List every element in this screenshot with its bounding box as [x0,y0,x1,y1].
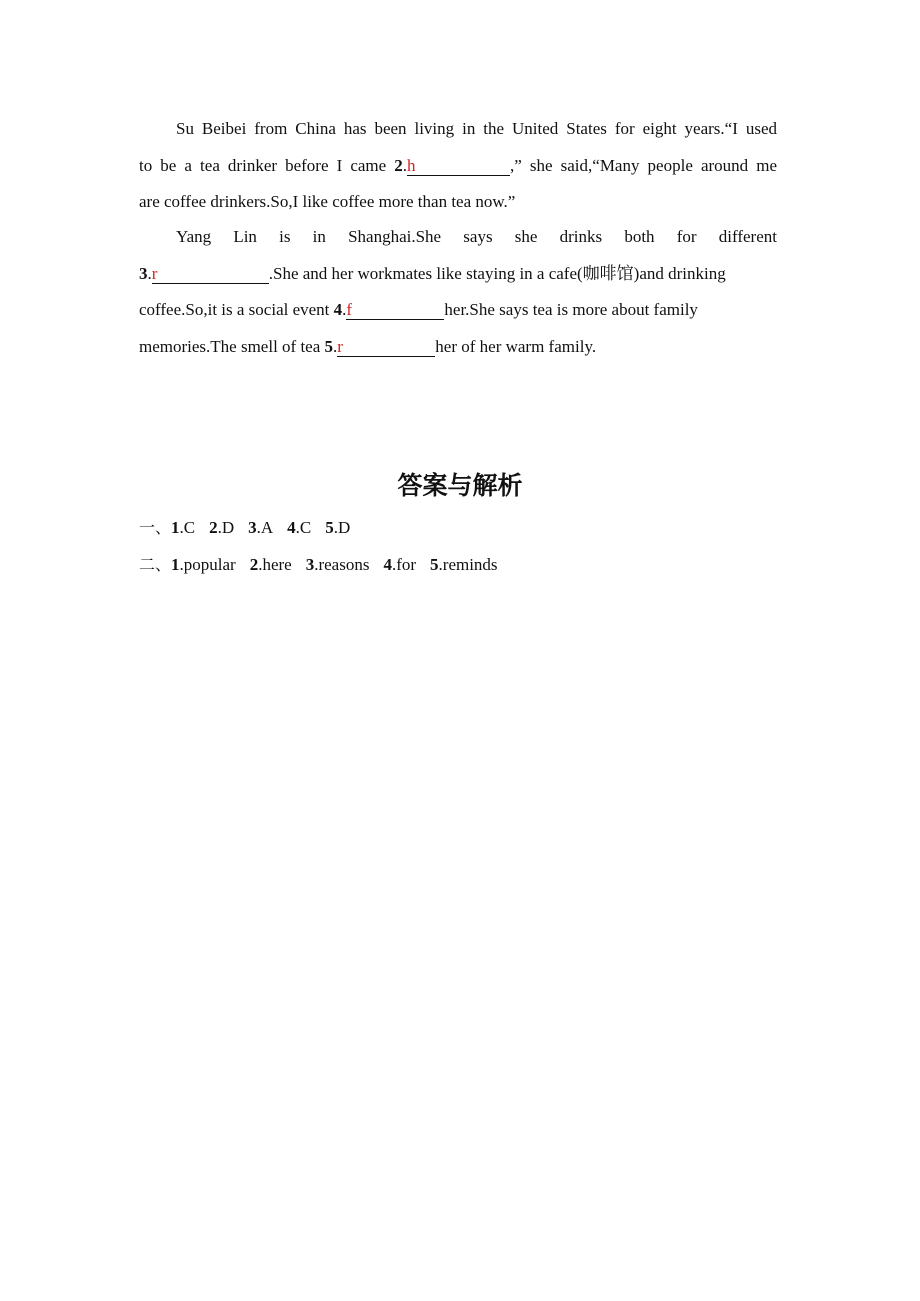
answer-item [430,555,498,574]
answer-value: .reasons [314,555,370,574]
section-label: 一、 [139,518,172,537]
answer-number: 4 [383,555,392,574]
blank-dot: . [147,263,152,283]
paragraph-2-line-4 [139,329,777,366]
answer-number: 1 [171,518,180,537]
fill-blank-4[interactable] [346,301,444,320]
answer-value: .D [217,518,235,537]
answer-value: .C [179,518,196,537]
answer-number: 4 [287,518,296,537]
answer-value: .A [256,518,274,537]
answer-section-title: 答案与解析 [397,471,523,500]
blank-number-2: 2 [394,155,403,175]
answer-number: 2 [249,555,259,574]
text-fragment: her of her warm family. [435,336,597,356]
answer-number: 5 [430,555,439,574]
text-fragment: to be a tea drinker before I came [139,155,395,175]
text-fragment: memories.The smell of tea [139,336,325,356]
paragraph-2-line-1: Yang Lin is in Shanghai.She says she drinks both for different [176,227,777,246]
answer-number: 1 [171,555,180,574]
answer-item [250,555,292,574]
section-label: 二、 [139,555,172,574]
passage-paragraph-2 [139,219,777,365]
answer-value: .for [391,555,417,574]
text-fragment: her.She says tea is more about family [444,300,698,319]
answer-number: 5 [325,518,334,537]
blank-number-5: 5 [324,336,334,356]
blank-dot: . [342,300,347,319]
answer-row-section-2 [139,552,512,575]
answer-item [171,518,195,537]
answer-value: .here [258,555,292,574]
text-fragment: coffee.So,it is a social event [139,300,334,319]
paragraph-1-line-1: Su Beibei from China has been living in the United States for eight years.“I used [176,119,777,138]
fill-blank-3[interactable] [152,265,269,284]
blank-hint-letter: f [346,300,353,319]
blank-dot: . [402,155,408,175]
blank-number-3: 3 [139,263,148,283]
answer-item [248,518,273,537]
answer-item [209,518,234,537]
answer-row-section-1 [139,515,364,538]
blank-hint-letter: r [151,263,158,283]
blank-hint-letter: h [407,155,416,175]
answer-value: .popular [179,555,236,574]
fill-blank-2[interactable] [407,157,510,176]
answer-number: 3 [248,518,257,537]
text-fragment: ,” she said,“Many people around me [510,155,778,175]
answer-value: .reminds [438,555,498,574]
answer-item [287,518,311,537]
answer-value: .C [295,518,312,537]
answer-item [383,555,416,574]
text-fragment: .She and her workmates like staying in a cafe(咖啡馆)and drinking [268,263,726,283]
passage-paragraph-1 [139,111,777,221]
paragraph-2-line-3 [139,292,777,329]
fill-blank-5[interactable] [337,338,435,357]
blank-hint-letter: r [337,336,343,356]
paragraph-1-line-2 [139,148,777,185]
answer-item [325,518,350,537]
answer-item [306,555,370,574]
answer-value: .D [333,518,351,537]
answer-number: 2 [209,518,218,537]
blank-dot: . [333,336,338,356]
paragraph-2-line-2 [139,256,777,293]
answer-number: 3 [305,555,315,574]
answer-item [171,555,236,574]
blank-number-4: 4 [333,300,343,319]
paragraph-1-line-3: are coffee drinkers.So,I like coffee more than tea now.” [139,192,516,211]
